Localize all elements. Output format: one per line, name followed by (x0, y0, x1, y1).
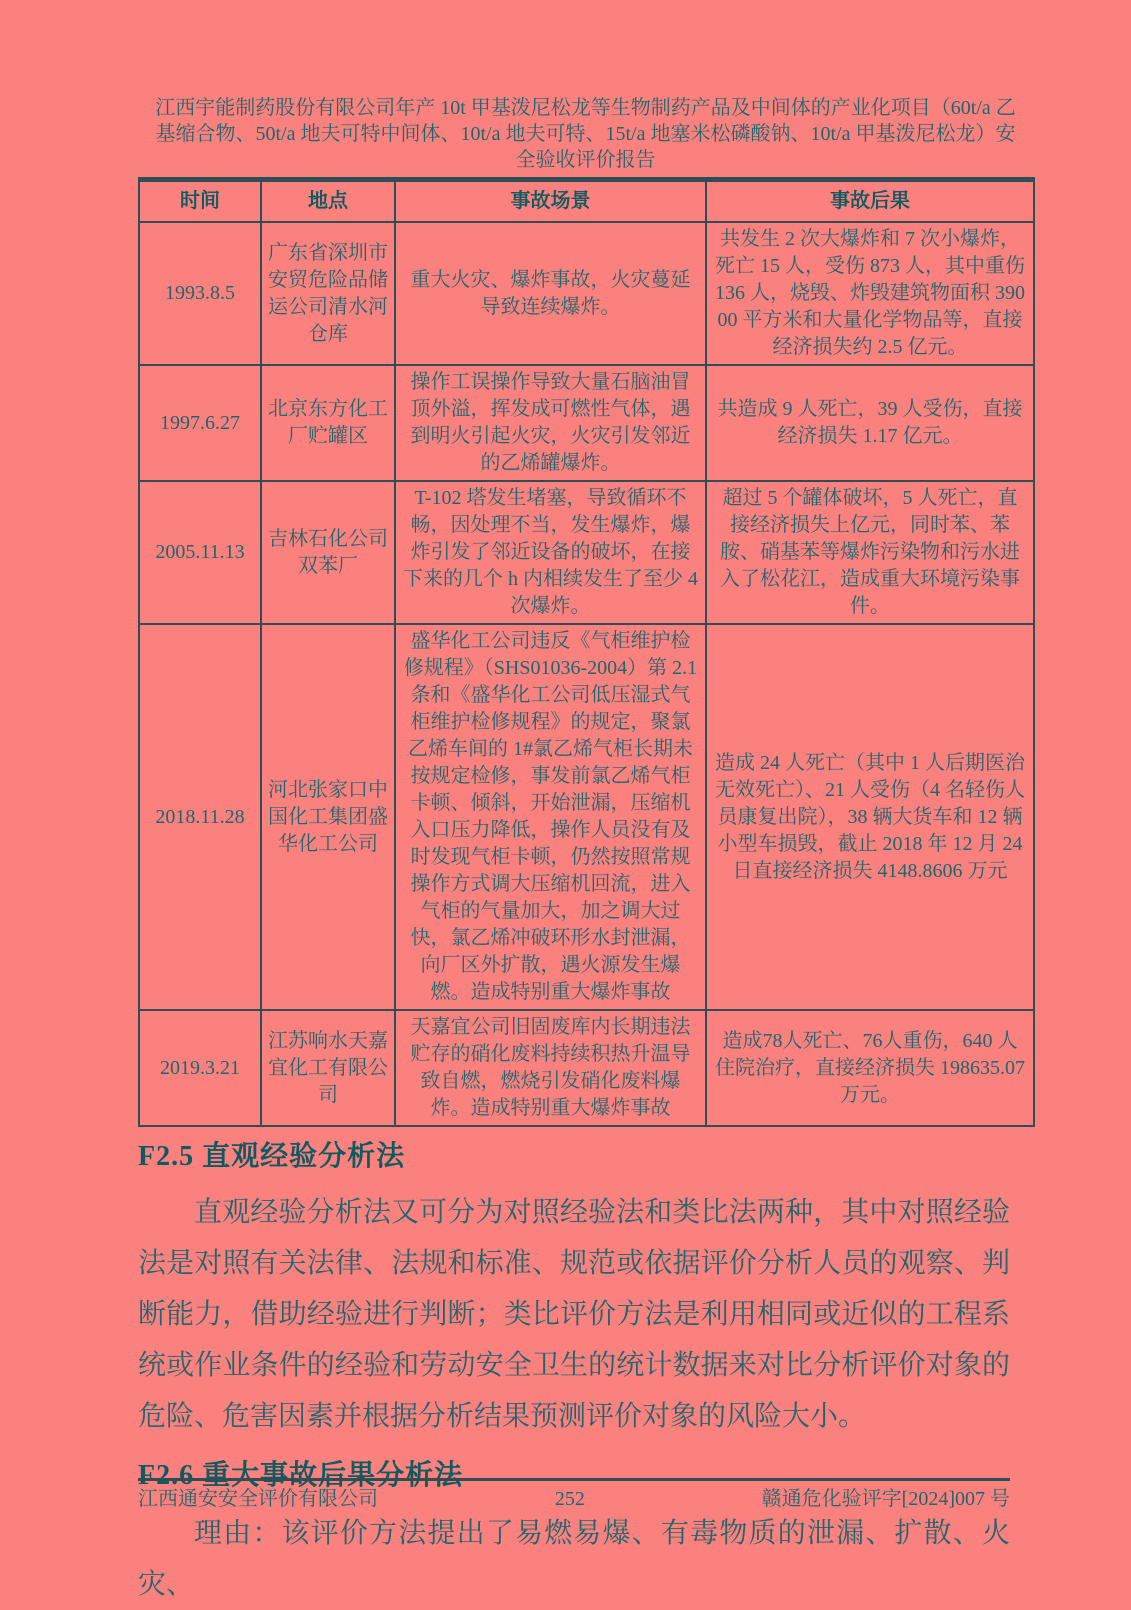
document-page (138, 95, 1033, 1610)
col-header-consequence: 事故后果 (706, 180, 1034, 223)
table-header-row (139, 180, 1034, 223)
cell-location: 广东省深圳市安贸危险品储运公司清水河仓库 (261, 222, 395, 365)
cell-consequence: 造成 24 人死亡（其中 1 人后期医治无效死亡）、21 人受伤（4 名轻伤人员康复出院），38 辆大货车和 12 辆小型车损毁，截止 2018 年 12 月 24 日直接经济损失 4148.8606 万元 (706, 624, 1034, 1010)
section-f25-paragraph: 直观经验分析法又可分为对照经验法和类比法两种，其中对照经验法是对照有关法律、法规和标准、规范或依据评价分析人员的观察、判断能力，借助经验进行判断；类比评价方法是利用相同或近似的工程系统或作业条件的经验和劳动安全卫生的统计数据来对比分析评价对象的危险、危害因素并根据分析结果预测评价对象的风险大小。 (138, 1197, 1010, 1432)
table-row (139, 365, 1034, 481)
col-header-location: 地点 (261, 180, 395, 223)
col-header-scenario: 事故场景 (395, 180, 706, 223)
cell-date: 2005.11.13 (139, 481, 261, 624)
table-row (139, 222, 1034, 365)
footer-page-number: 252 (554, 1488, 585, 1510)
table-row (139, 624, 1034, 1010)
cell-location: 江苏响水天嘉宜化工有限公司 (261, 1010, 395, 1126)
cell-location: 河北张家口中国化工集团盛华化工公司 (261, 624, 395, 1010)
cell-scenario: 操作工误操作导致大量石脑油冒顶外溢，挥发成可燃性气体，遇到明火引起火灾，火灾引发邻近的乙烯罐爆炸。 (395, 365, 706, 481)
cell-location: 北京东方化工厂贮罐区 (261, 365, 395, 481)
cell-date: 2019.3.21 (139, 1010, 261, 1126)
cell-date: 1997.6.27 (139, 365, 261, 481)
col-header-time: 时间 (139, 180, 261, 223)
cell-date: 2018.11.28 (139, 624, 261, 1010)
cell-consequence: 共发生 2 次大爆炸和 7 次小爆炸，死亡 15 人，受伤 873 人，其中重伤 136 人，烧毁、炸毁建筑物面积 39000 平方米和大量化学物品等，直接经济损失约 2.5 亿元。 (706, 222, 1034, 365)
cell-consequence: 共造成 9 人死亡，39 人受伤，直接经济损失 1.17 亿元。 (706, 365, 1034, 481)
cell-scenario: 重大火灾、爆炸事故，火灾蔓延导致连续爆炸。 (395, 222, 706, 365)
cell-consequence: 超过 5 个罐体破坏，5 人死亡，直接经济损失上亿元，同时苯、苯胺、硝基苯等爆炸污染物和污水进入了松花江，造成重大环境污染事件。 (706, 481, 1034, 624)
cell-scenario: T-102 塔发生堵塞，导致循环不畅，因处理不当，发生爆炸，爆炸引发了邻近设备的破坏，在接下来的几个 h 内相续发生了至少 4 次爆炸。 (395, 481, 706, 624)
section-f25-heading: F2.5 直观经验分析法 (138, 1141, 406, 1172)
cell-scenario: 盛华化工公司违反《气柜维护检修规程》（SHS01036-2004）第 2.1 条和《盛华化工公司低压湿式气柜维护检修规程》的规定，聚氯乙烯车间的 1#氯乙烯气柜长期未按规定检修，事发前氯乙烯气柜卡顿、倾斜，开始泄漏，压缩机入口压力降低，操作人员没有及时发现气柜卡顿，仍然按照常规操作方式调大压缩机回流，进入气柜的气量加大，加之调大过快，氯乙烯冲破环形水封泄漏，向厂区外扩散，遇火源发生爆燃。造成特别重大爆炸事故 (395, 624, 706, 1010)
accident-case-table (138, 177, 1035, 1127)
cell-scenario: 天嘉宜公司旧固废库内长期违法贮存的硝化废料持续积热升温导致自燃，燃烧引发硝化废料爆炸。造成特别重大爆炸事故 (395, 1010, 706, 1126)
cell-location: 吉林石化公司双苯厂 (261, 481, 395, 624)
section-f26-paragraph: 理由：该评价方法提出了易燃易爆、有毒物质的泄漏、扩散、火灾、 (138, 1518, 1010, 1600)
table-row (139, 481, 1034, 624)
footer-doc-number: 赣通危化验评字[2024]007 号 (761, 1488, 1010, 1510)
cell-consequence: 造成78人死亡、76人重伤，640 人住院治疗，直接经济损失 198635.07 万元。 (706, 1010, 1034, 1126)
table-row (139, 1010, 1034, 1126)
document-title: 江西宇能制药股份有限公司年产 10t 甲基泼尼松龙等生物制药产品及中间体的产业化项目（60t/a 乙基缩合物、50t/a 地夫可特中间体、10t/a 地夫可特、15t/a 地塞米松磷酸钠、10t/a 甲基泼尼松龙）安全验收评价报告 (155, 97, 1016, 171)
cell-date: 1993.8.5 (139, 222, 261, 365)
footer-company: 江西通安安全评价有限公司 (138, 1488, 378, 1510)
page-footer (138, 1478, 1010, 1511)
section-f26-heading: F2.6 重大事故后果分析法 (138, 1460, 464, 1491)
